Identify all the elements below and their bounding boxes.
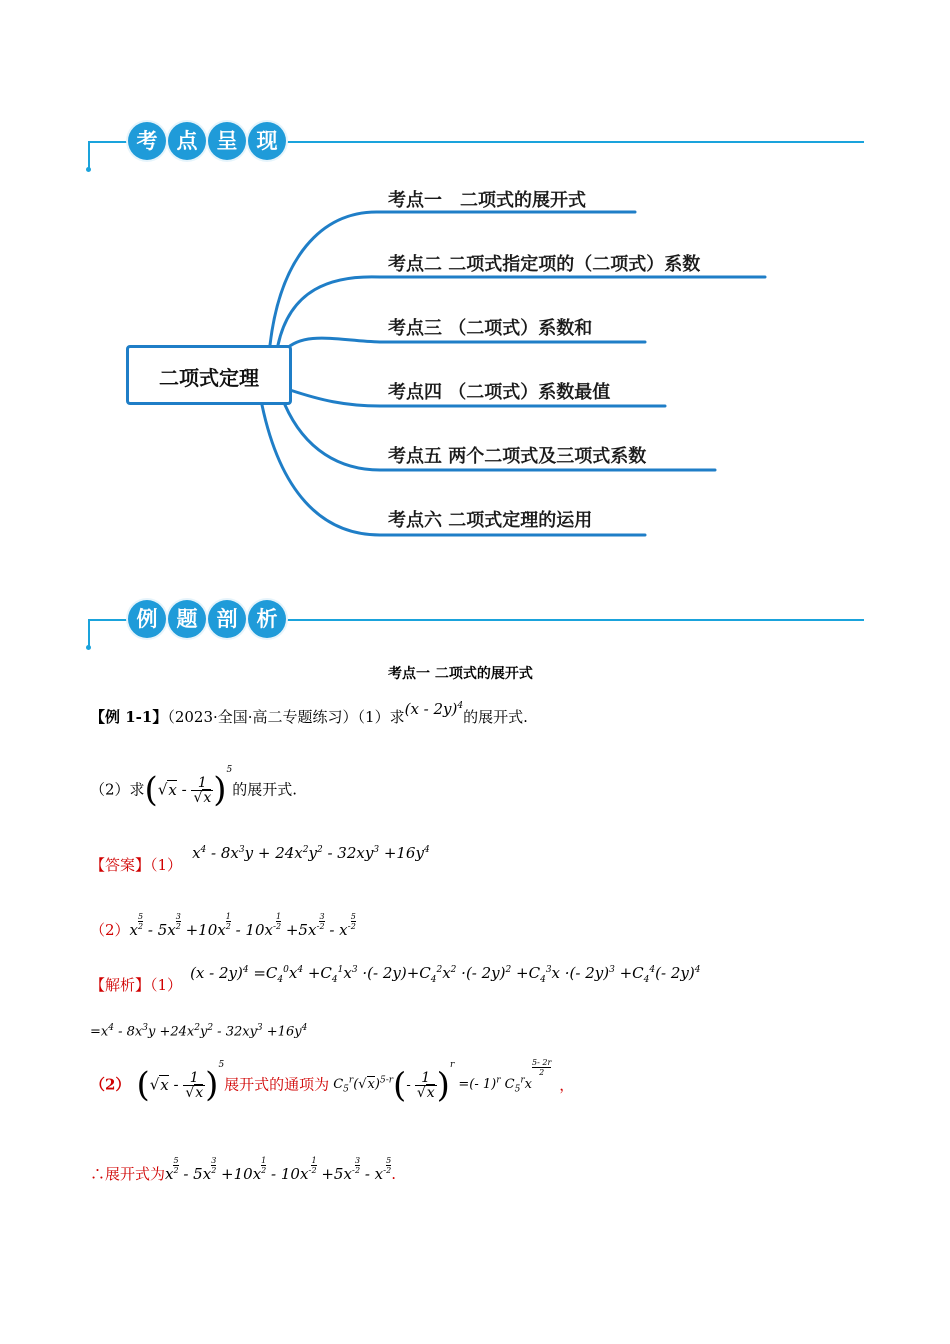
- answer-p1: （1）: [150, 856, 183, 874]
- comma: ，: [559, 1075, 575, 1094]
- section1-badge-2: 点: [168, 122, 206, 160]
- answer-formula-1: $x^4 - 8x^3y + 24x^2y^2 - 32xy^3 +16y^4$: [192, 844, 430, 862]
- section2-badge-1: 例: [128, 600, 166, 638]
- mindmap-center: 二项式定理: [126, 345, 292, 405]
- answer-p2: （2）: [90, 921, 130, 939]
- section2-badge-3: 剖: [208, 600, 246, 638]
- subtitle: 考点一 二项式的展开式: [388, 666, 533, 682]
- answer-label: 【答案】: [90, 856, 151, 874]
- analysis-label: 【解析】: [90, 976, 151, 994]
- therefore-formula: x $\frac{5}{2}$ - 5x $\frac{3}{2}$ +10x $\frac{1}{2}$ - 10x- $\frac{1}{2}$ +5x- $\frac{3}{2}$ - x- $\frac{5}{2}$: [165, 1156, 392, 1183]
- mindmap-topic-4: 考点四 （二项式）系数最值: [388, 382, 611, 403]
- analysis-formula-2b: $C_5^r(√x)^{5-r}(-$ $\frac{1}{√x}$ )$^r$ =(- 1)$^r$ $C_5^rx$ $\frac{5- 2r}{2}$: [333, 1058, 552, 1106]
- example-label: 【例 1-1】: [90, 708, 168, 726]
- part2-prefix: （2）求: [90, 780, 145, 799]
- mindmap-topic-6: 考点六 二项式定理的运用: [388, 510, 593, 531]
- header2-line-left: [88, 619, 90, 647]
- analysis-formula-1: $(x - 2y)^4 =C_4^0x^4 +C_4^1x^3$ ·(- $2y)+C_4^2x^2$ ·(- $2y)^2 +C_4^3x$ ·(- $2y)^3 +C_4^4(-$ 2y)$^4$: [190, 964, 701, 985]
- section2-badge-4: 析: [248, 600, 286, 638]
- mindmap-topic-5: 考点五 两个二项式及三项式系数: [388, 446, 647, 467]
- analysis-line-1: [90, 964, 701, 994]
- formula-q2: (√x - $\frac{1}{√x}$ )$^5$: [144, 765, 233, 810]
- answer-line-1: [90, 844, 430, 874]
- example-source: （2023·全国·高二专题练习）（1）求: [167, 708, 405, 726]
- mindmap-topic-2: 考点二 二项式指定项的（二项式）系数: [388, 254, 701, 275]
- analysis-p2: （2）: [90, 1075, 131, 1094]
- part2-tail: 的展开式.: [232, 780, 298, 799]
- analysis-p1: （1）: [150, 976, 183, 994]
- section1-badge-4: 现: [248, 122, 286, 160]
- section1-badge-3: 呈: [208, 122, 246, 160]
- header2-dot: [86, 645, 91, 650]
- period: .: [391, 1165, 397, 1183]
- mindmap-topic-1: 考点一 二项式的展开式: [388, 190, 586, 211]
- answer-line-2: [90, 906, 356, 939]
- example-tail1: 的展开式.: [463, 708, 528, 726]
- part2-line: [90, 765, 298, 810]
- section2-badge-2: 题: [168, 600, 206, 638]
- answer-formula-2: x $\frac{5}{2}$ - 5x $\frac{3}{2}$ +10x $\frac{1}{2}$ - 10x- $\frac{1}{2}$ +5x- $\frac{3}{2}$ - x- $\frac{5}{2}$: [129, 912, 356, 939]
- mindmap-topic-3: 考点三 （二项式）系数和: [388, 318, 593, 339]
- therefore-text: ∴展开式为: [90, 1165, 166, 1183]
- analysis-formula-1b: $=x^4 - 8x^3y +24x^2y^2 - 32xy^3 +16y^4$: [90, 1023, 308, 1040]
- example-line: [90, 700, 528, 726]
- analysis-formula-2a: (√x - $\frac{1}{√x}$ )$^5$: [136, 1060, 225, 1105]
- therefore-line: [90, 1150, 397, 1183]
- general-term-text: 展开式的通项为: [224, 1075, 330, 1094]
- analysis-line-2: [90, 1058, 575, 1106]
- section1-badge-1: 考: [128, 122, 166, 160]
- formula-q1: (x - 2y)$^4$: [404, 700, 464, 718]
